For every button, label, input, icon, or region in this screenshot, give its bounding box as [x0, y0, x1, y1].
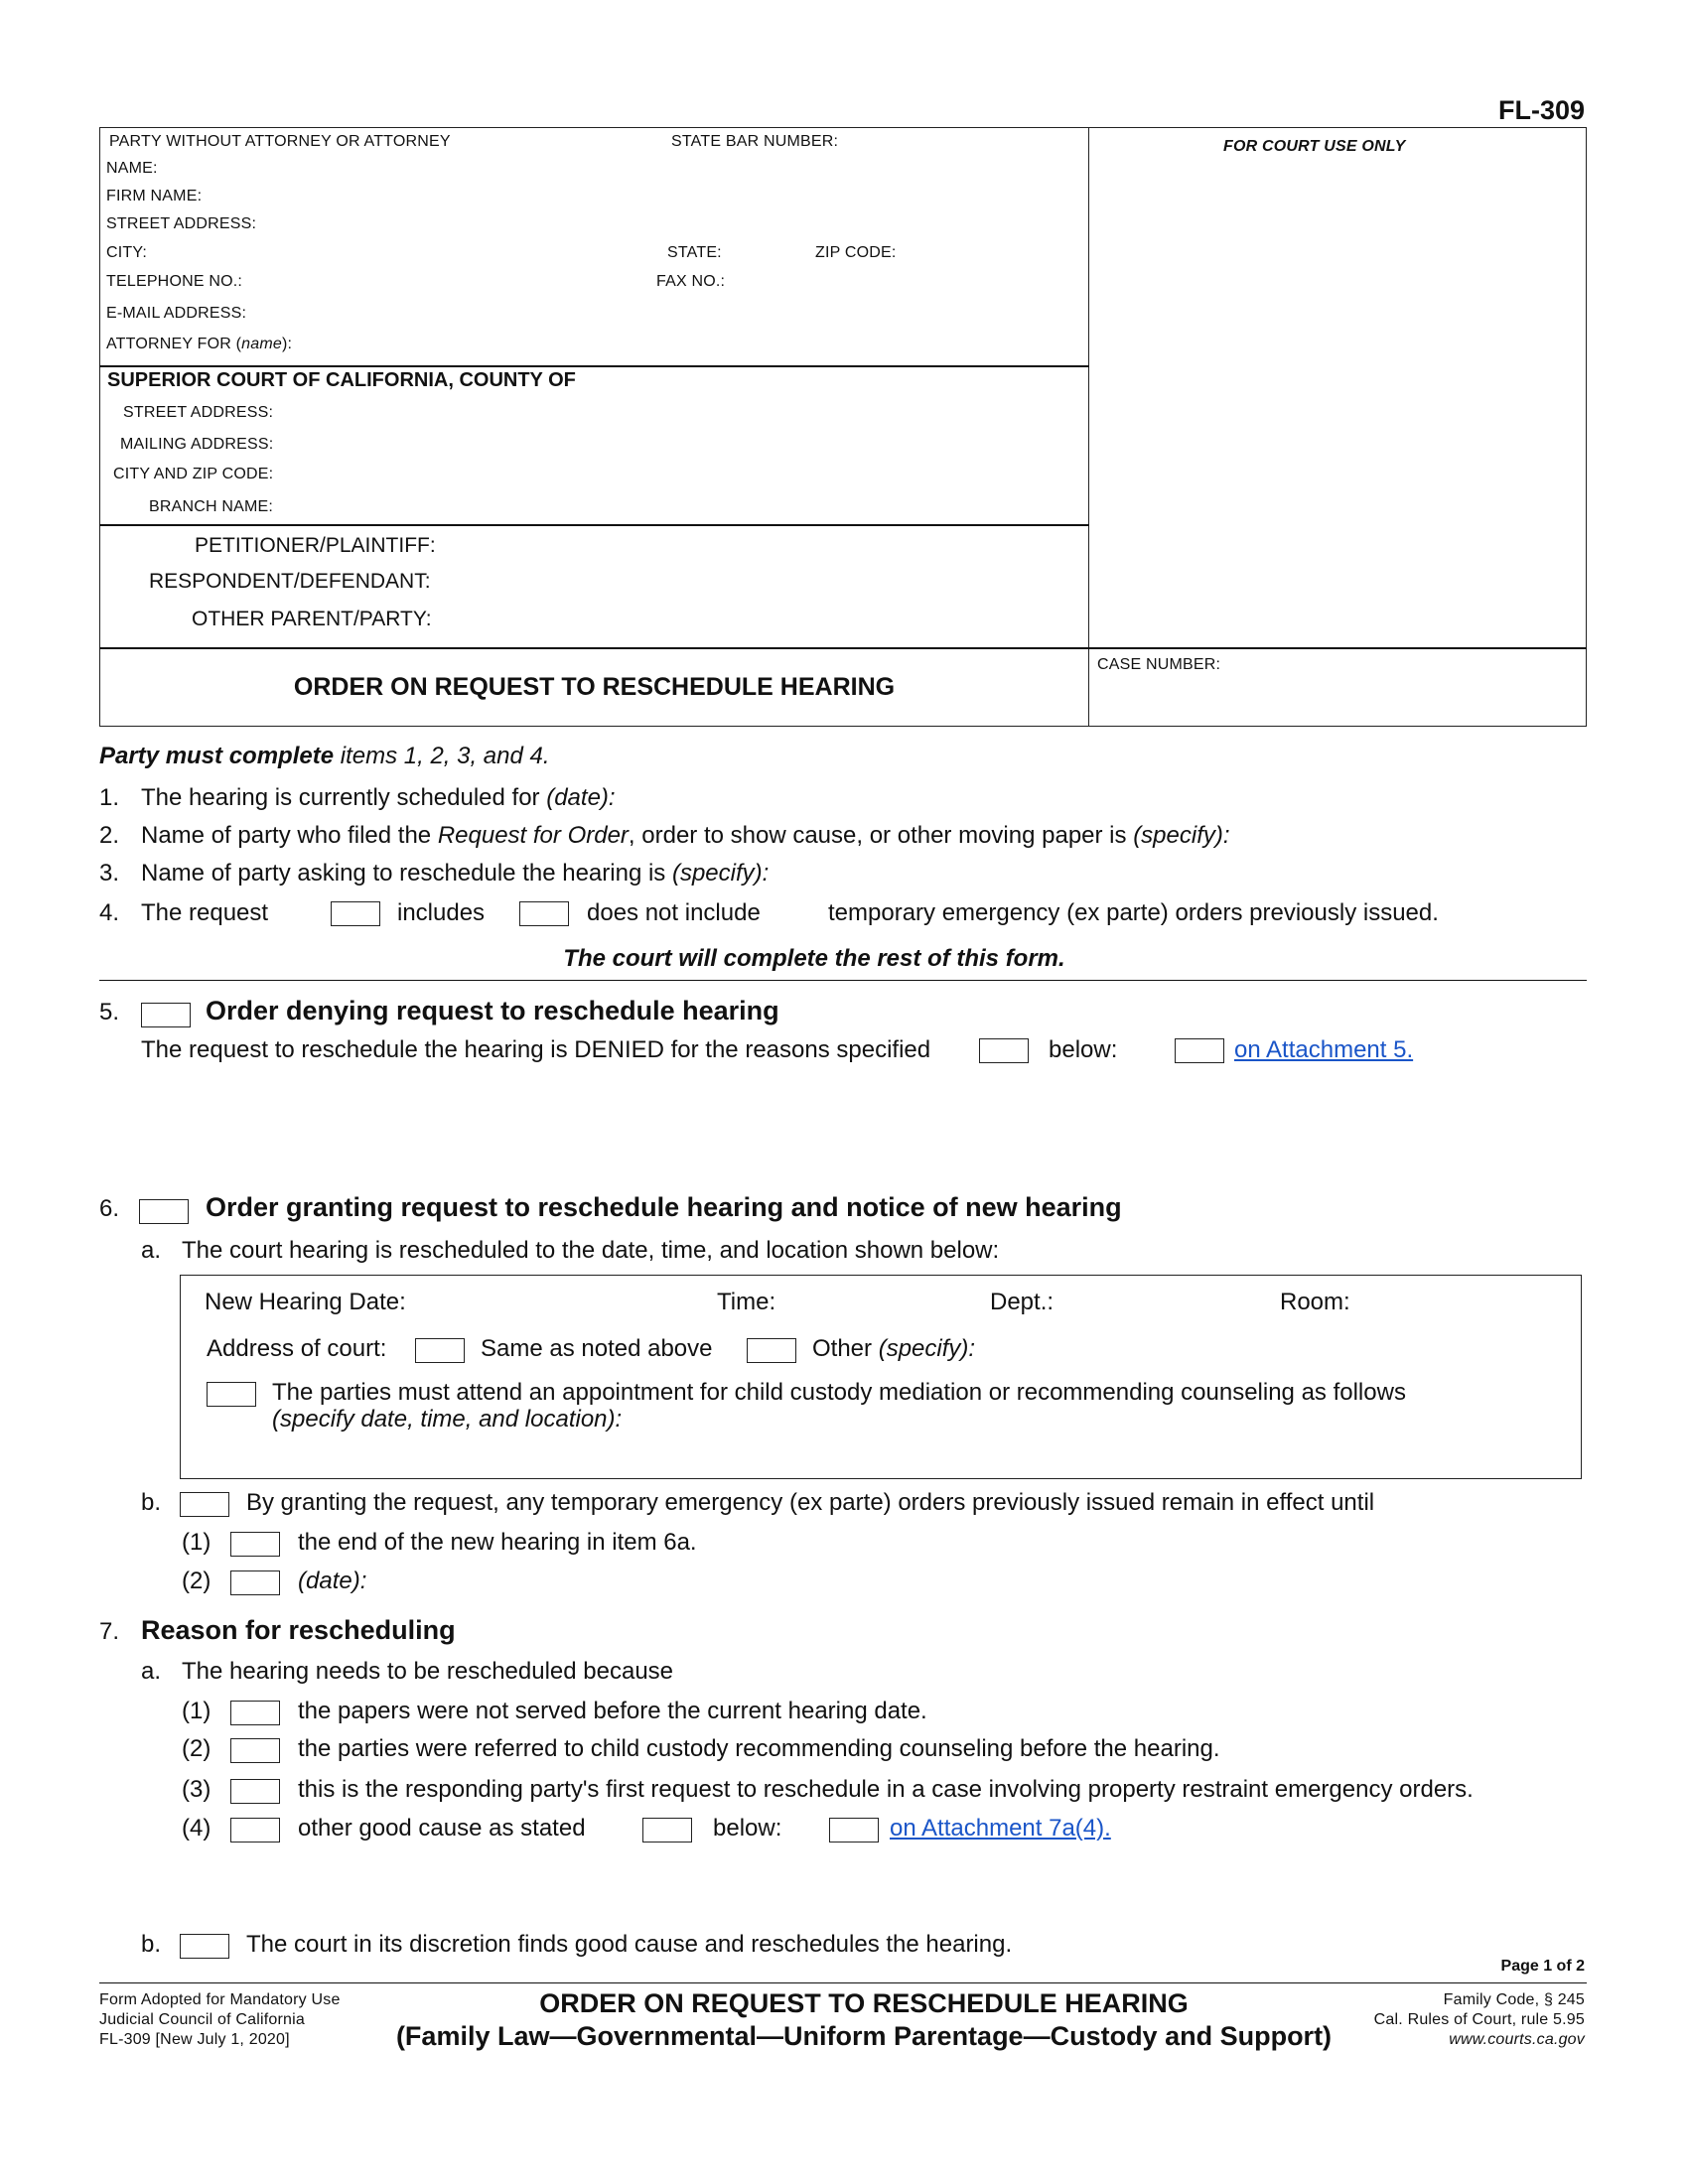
- other-parent-label: OTHER PARENT/PARTY:: [192, 608, 432, 630]
- item-6b2-text: (date):: [298, 1568, 367, 1594]
- city-label: CITY:: [106, 244, 148, 261]
- zip-code-label: ZIP CODE:: [815, 244, 897, 261]
- item-6b2-label: (2): [182, 1568, 211, 1594]
- item-7b-text: The court in its discretion finds good cause and reschedules the hearing.: [246, 1931, 1013, 1958]
- item-3-number: 3.: [99, 860, 120, 887]
- item-4-includes-checkbox[interactable]: [331, 901, 380, 926]
- court-use-only-label: FOR COURT USE ONLY: [1223, 138, 1406, 155]
- item-6b-label: b.: [141, 1489, 162, 1516]
- item-6b1-label: (1): [182, 1529, 211, 1556]
- item-2-text: Name of party who filed the Request for Order, order to show cause, or other moving paper is (specify):: [141, 822, 1230, 849]
- item-7a-label: a.: [141, 1658, 162, 1685]
- mediation-checkbox[interactable]: [207, 1382, 256, 1407]
- case-number-label: CASE NUMBER:: [1097, 656, 1221, 673]
- party-must-complete: Party must complete items 1, 2, 3, and 4.: [99, 743, 550, 769]
- footer-rules-of-court: Cal. Rules of Court, rule 5.95: [1373, 2011, 1585, 2028]
- item-6-number: 6.: [99, 1195, 120, 1222]
- item-4-tail: temporary emergency (ex parte) orders previously issued.: [828, 899, 1439, 926]
- section-divider: [99, 980, 1587, 981]
- item-1-text: The hearing is currently scheduled for (date):: [141, 784, 616, 811]
- item-4-number: 4.: [99, 899, 120, 926]
- item-7a4-checkbox[interactable]: [230, 1818, 280, 1843]
- court-branch-name-label: BRANCH NAME:: [149, 498, 274, 515]
- court-title: SUPERIOR COURT OF CALIFORNIA, COUNTY OF: [107, 369, 576, 391]
- item-5-attachment-link[interactable]: on Attachment 5.: [1234, 1036, 1414, 1063]
- firm-name-label: FIRM NAME:: [106, 188, 203, 205]
- item-7a4-attachment-checkbox[interactable]: [829, 1818, 879, 1843]
- footer-adopted: Form Adopted for Mandatory Use: [99, 1991, 341, 2008]
- email-label: E-MAIL ADDRESS:: [106, 305, 247, 322]
- footer-judicial-council: Judicial Council of California: [99, 2011, 305, 2028]
- form-id: FL-309: [1497, 95, 1585, 125]
- divider-court: [99, 365, 1089, 367]
- item-5-below-checkbox[interactable]: [979, 1038, 1029, 1063]
- item-4-text: The request: [141, 899, 269, 926]
- mediation-text: The parties must attend an appointment for child custody mediation or recommending counseling as follows: [272, 1379, 1406, 1406]
- footer-rule: [99, 1982, 1587, 1983]
- party-without-attorney-label: PARTY WITHOUT ATTORNEY OR ATTORNEY: [109, 133, 451, 150]
- footer-website[interactable]: www.courts.ca.gov: [1449, 2031, 1585, 2048]
- item-7-heading: Reason for rescheduling: [141, 1615, 456, 1645]
- item-7a1-label: (1): [182, 1698, 211, 1724]
- footer-family-code: Family Code, § 245: [1443, 1991, 1585, 2008]
- room-label: Room:: [1280, 1289, 1350, 1315]
- address-of-court-label: Address of court:: [207, 1335, 387, 1362]
- footer-form-version: FL-309 [New July 1, 2020]: [99, 2031, 290, 2048]
- court-city-zip-label: CITY AND ZIP CODE:: [113, 466, 274, 482]
- item-7a4-below-checkbox[interactable]: [642, 1818, 692, 1843]
- item-5-below-label: below:: [1049, 1036, 1118, 1063]
- attorney-for-label: ATTORNEY FOR (name):: [106, 336, 293, 352]
- item-6b-text: By granting the request, any temporary emergency (ex parte) orders previously issued remain in effect until: [246, 1489, 1375, 1516]
- new-hearing-date-label: New Hearing Date:: [205, 1289, 406, 1315]
- footer-title: ORDER ON REQUEST TO RESCHEDULE HEARING: [539, 1988, 1189, 2018]
- item-7a3-text: this is the responding party's first request to reschedule in a case involving property restraint emergency orders.: [298, 1776, 1474, 1803]
- item-7a2-text: the parties were referred to child custody recommending counseling before the hearing.: [298, 1735, 1220, 1762]
- court-street-address-label: STREET ADDRESS:: [123, 404, 274, 421]
- item-7a3-checkbox[interactable]: [230, 1779, 280, 1804]
- item-7a4-text: other good cause as stated: [298, 1815, 586, 1842]
- item-4-includes-label: includes: [397, 899, 486, 926]
- item-6a-text: The court hearing is rescheduled to the date, time, and location shown below:: [182, 1237, 1000, 1264]
- item-6b2-checkbox[interactable]: [230, 1570, 280, 1595]
- court-complete-note: The court will complete the rest of this form.: [563, 945, 1065, 972]
- dept-label: Dept.:: [990, 1289, 1055, 1315]
- same-as-above-checkbox[interactable]: [415, 1338, 465, 1363]
- item-7a3-label: (3): [182, 1776, 211, 1803]
- name-label: NAME:: [106, 160, 158, 177]
- divider-parties: [99, 524, 1089, 526]
- item-7a1-text: the papers were not served before the current hearing date.: [298, 1698, 927, 1724]
- item-7b-checkbox[interactable]: [180, 1934, 229, 1959]
- state-label: STATE:: [667, 244, 722, 261]
- mediation-specify: (specify date, time, and location):: [272, 1406, 623, 1433]
- item-5-heading: Order denying request to reschedule hearing: [206, 996, 779, 1025]
- other-address-checkbox[interactable]: [747, 1338, 796, 1363]
- item-6a-label: a.: [141, 1237, 162, 1264]
- item-7b-label: b.: [141, 1931, 162, 1958]
- fax-label: FAX NO.:: [656, 273, 726, 290]
- item-5-attachment-checkbox[interactable]: [1175, 1038, 1224, 1063]
- item-6b1-text: the end of the new hearing in item 6a.: [298, 1529, 697, 1556]
- footer-subtitle: (Family Law—Governmental—Uniform Parentage—Custody and Support): [395, 2021, 1333, 2051]
- court-mailing-address-label: MAILING ADDRESS:: [120, 436, 274, 453]
- item-7a4-below-label: below:: [713, 1815, 782, 1842]
- item-6b-checkbox[interactable]: [180, 1492, 229, 1517]
- same-as-above-label: Same as noted above: [481, 1335, 713, 1362]
- page-number: Page 1 of 2: [1500, 1958, 1585, 1975]
- other-address-label: Other (specify):: [812, 1335, 976, 1362]
- caption-right-box: [1088, 127, 1587, 727]
- item-7-number: 7.: [99, 1618, 120, 1645]
- item-5-checkbox[interactable]: [141, 1003, 191, 1027]
- item-3-text: Name of party asking to reschedule the hearing is (specify):: [141, 860, 770, 887]
- time-label: Time:: [717, 1289, 776, 1315]
- item-4-does-not-include-label: does not include: [587, 899, 761, 926]
- item-6b1-checkbox[interactable]: [230, 1532, 280, 1557]
- state-bar-number-label: STATE BAR NUMBER:: [671, 133, 839, 150]
- item-7a4-label: (4): [182, 1815, 211, 1842]
- divider-title: [99, 647, 1587, 649]
- petitioner-label: PETITIONER/PLAINTIFF:: [195, 534, 436, 557]
- item-6-checkbox[interactable]: [139, 1199, 189, 1224]
- item-7a4-attachment-link[interactable]: on Attachment 7a(4).: [890, 1815, 1111, 1842]
- street-address-label: STREET ADDRESS:: [106, 215, 257, 232]
- telephone-label: TELEPHONE NO.:: [106, 273, 243, 290]
- item-7a2-checkbox[interactable]: [230, 1738, 280, 1763]
- item-6-heading: Order granting request to reschedule hearing and notice of new hearing: [206, 1192, 1122, 1222]
- item-7a1-checkbox[interactable]: [230, 1701, 280, 1725]
- item-2-number: 2.: [99, 822, 120, 849]
- item-5-text: The request to reschedule the hearing is DENIED for the reasons specified: [141, 1036, 931, 1063]
- respondent-label: RESPONDENT/DEFENDANT:: [149, 570, 431, 593]
- form-title: ORDER ON REQUEST TO RESCHEDULE HEARING: [293, 673, 896, 701]
- item-5-number: 5.: [99, 999, 120, 1025]
- item-7a-text: The hearing needs to be rescheduled because: [182, 1658, 674, 1685]
- item-7a2-label: (2): [182, 1735, 211, 1762]
- item-4-does-not-include-checkbox[interactable]: [519, 901, 569, 926]
- item-1-number: 1.: [99, 784, 120, 811]
